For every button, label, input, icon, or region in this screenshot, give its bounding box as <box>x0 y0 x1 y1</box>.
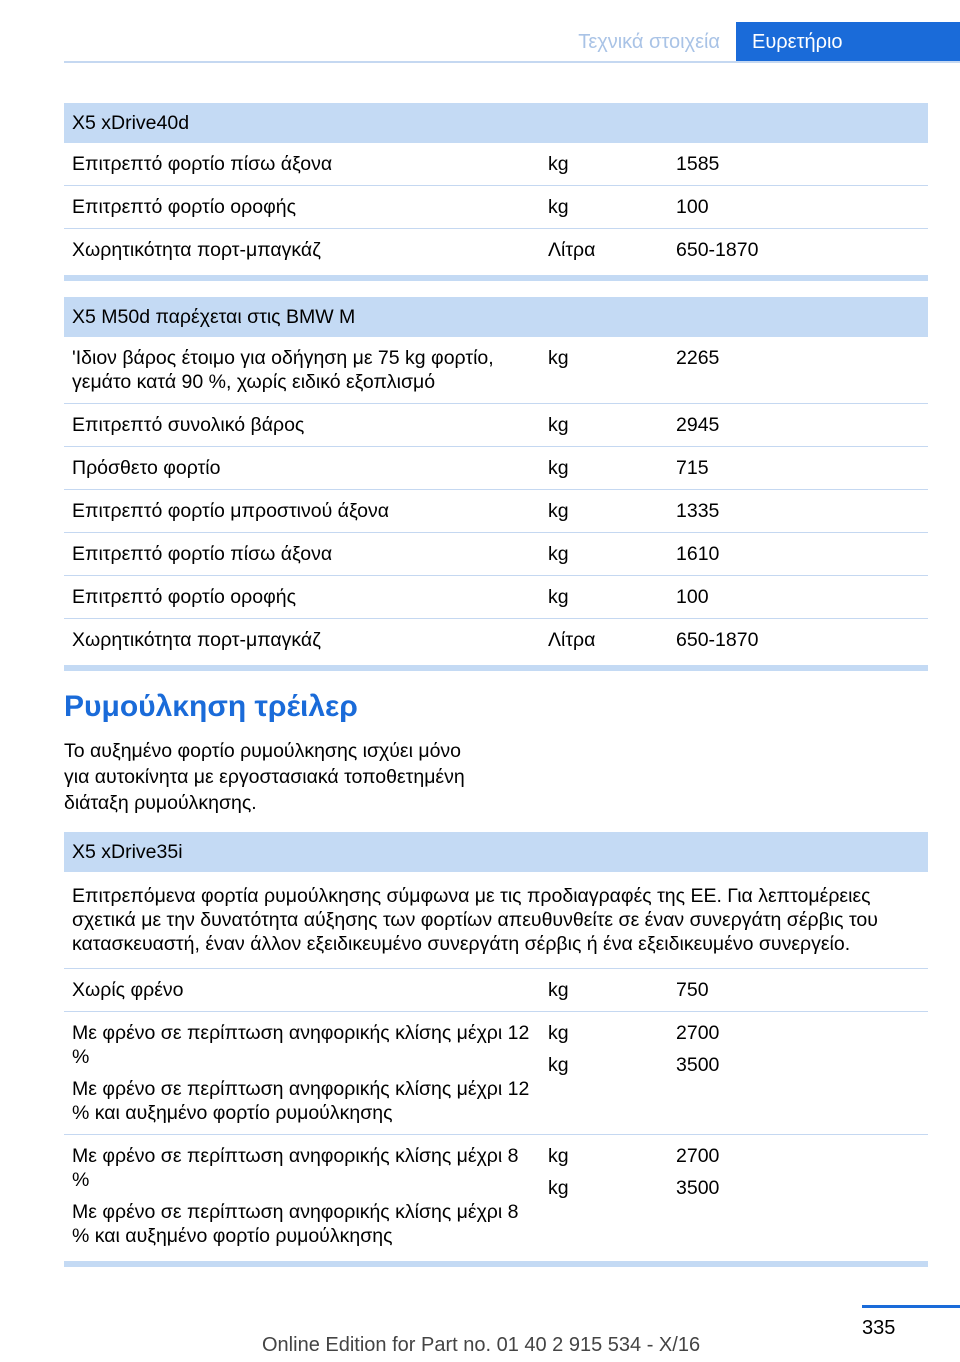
row-unit: kg <box>540 576 668 619</box>
table-note: Επιτρεπόμενα φορτία ρυμούλκησης σύμφωνα με τις προδιαγραφές της ΕΕ. Για λεπτομέρειες σχετικά με την δυνατότητα αύξησης των φορτίων απευθυνθείτε σε έναν συνεργάτη σέρβις του κατασκευαστή, έναν άλλον εξειδικευμένο συνεργάτη σέρβις ή ένα εξειδικευμένο συνεργείο. <box>64 872 928 969</box>
row-value-group <box>668 1012 928 1135</box>
row-label: Επιτρεπτό φορτίο πίσω άξονα <box>64 533 540 576</box>
table-row <box>64 490 928 533</box>
row-unit: kg <box>548 1177 569 1199</box>
tab-technical-data[interactable]: Τεχνικά στοιχεία <box>578 30 720 53</box>
row-label: Επιτρεπτό φορτίο οροφής <box>64 576 540 619</box>
row-unit: Λίτρα <box>540 619 668 669</box>
spec-table-towing <box>64 832 928 1267</box>
table-row <box>64 576 928 619</box>
row-label: Με φρένο σε περίπτωση ανηφορικής κλίσης μέχρι 12 % <box>72 1022 530 1068</box>
table-row <box>64 1135 928 1265</box>
row-value: 2700 <box>676 1145 720 1167</box>
row-value: 650-1870 <box>668 229 928 279</box>
row-value: 3500 <box>676 1177 720 1199</box>
spec-table-m50d <box>64 297 928 671</box>
row-value: 2945 <box>668 404 928 447</box>
row-unit: kg <box>548 1022 569 1044</box>
row-label: Με φρένο σε περίπτωση ανηφορικής κλίσης μέχρι 8 % <box>72 1145 519 1191</box>
row-value: 3500 <box>676 1054 720 1076</box>
row-unit: kg <box>548 1054 569 1076</box>
row-label: Χωρητικότητα πορτ-μπαγκάζ <box>64 619 540 669</box>
row-unit-group <box>540 1135 668 1265</box>
row-unit: kg <box>540 337 668 404</box>
row-unit: kg <box>548 1145 569 1167</box>
row-label: Επιτρεπτό συνολικό βάρος <box>64 404 540 447</box>
row-value: 100 <box>668 576 928 619</box>
table-header: X5 xDrive35i <box>64 832 928 872</box>
table-header: X5 M50d παρέχεται στις BMW M <box>64 297 928 337</box>
table-row <box>64 533 928 576</box>
row-label: Χωρητικότητα πορτ-μπαγκάζ <box>64 229 540 279</box>
row-label: Επιτρεπτό φορτίο οροφής <box>64 186 540 229</box>
section-title: Ρυμούλκηση τρέιλερ <box>64 690 358 723</box>
top-navigation <box>578 22 960 62</box>
row-unit: kg <box>540 969 668 1012</box>
row-value: 715 <box>668 447 928 490</box>
row-label: Χωρίς φρένο <box>64 969 540 1012</box>
footer-edition: Online Edition for Part no. 01 40 2 915 534 - X/16 <box>262 1334 701 1356</box>
row-value-group <box>668 1135 928 1265</box>
row-label-group <box>64 1135 540 1265</box>
row-label: Επιτρεπτό φορτίο πίσω άξονα <box>64 143 540 186</box>
row-label: 'Ιδιον βάρος έτοιμο για οδήγηση με 75 kg φορτίο, γεμάτο κατά 90 %, χωρίς ειδικό εξοπλισμό <box>64 337 540 404</box>
page-number-rule <box>862 1305 960 1308</box>
row-value: 1610 <box>668 533 928 576</box>
header-divider <box>64 61 960 63</box>
row-value: 1585 <box>668 143 928 186</box>
table-header: X5 xDrive40d <box>64 103 928 143</box>
table-row <box>64 969 928 1012</box>
row-unit: kg <box>540 490 668 533</box>
row-label: Επιτρεπτό φορτίο μπροστινού άξονα <box>64 490 540 533</box>
page-number: 335 <box>862 1317 896 1339</box>
row-unit: kg <box>540 143 668 186</box>
table-row <box>64 1012 928 1135</box>
tab-index[interactable]: Ευρετήριο <box>736 22 960 62</box>
row-label: Πρόσθετο φορτίο <box>64 447 540 490</box>
row-unit: kg <box>540 404 668 447</box>
row-unit: kg <box>540 186 668 229</box>
spec-table-xdrive40d <box>64 103 928 281</box>
row-unit: kg <box>540 447 668 490</box>
table-row <box>64 404 928 447</box>
table-row <box>64 186 928 229</box>
row-label: Με φρένο σε περίπτωση ανηφορικής κλίσης μέχρι 12 % και αυξημένο φορτίο ρυμούλκησης <box>72 1078 530 1124</box>
row-label: Με φρένο σε περίπτωση ανηφορικής κλίσης μέχρι 8 % και αυξημένο φορτίο ρυμούλκησης <box>72 1201 519 1247</box>
table-row <box>64 447 928 490</box>
table-row <box>64 229 928 279</box>
row-value: 650-1870 <box>668 619 928 669</box>
row-unit: Λίτρα <box>540 229 668 279</box>
row-value: 100 <box>668 186 928 229</box>
table-row <box>64 337 928 404</box>
row-value: 2265 <box>668 337 928 404</box>
row-value: 750 <box>668 969 928 1012</box>
row-label-group <box>64 1012 540 1135</box>
section-text: Το αυξημένο φορτίο ρυμούλκησης ισχύει μόνο για αυτοκίνητα με εργοστασιακά τοποθετημένη διάταξη ρυμούλκησης. <box>64 740 465 814</box>
table-row <box>64 143 928 186</box>
row-unit: kg <box>540 533 668 576</box>
row-value: 1335 <box>668 490 928 533</box>
table-row <box>64 619 928 669</box>
row-value: 2700 <box>676 1022 720 1044</box>
table-note-row <box>64 872 928 969</box>
row-unit-group <box>540 1012 668 1135</box>
